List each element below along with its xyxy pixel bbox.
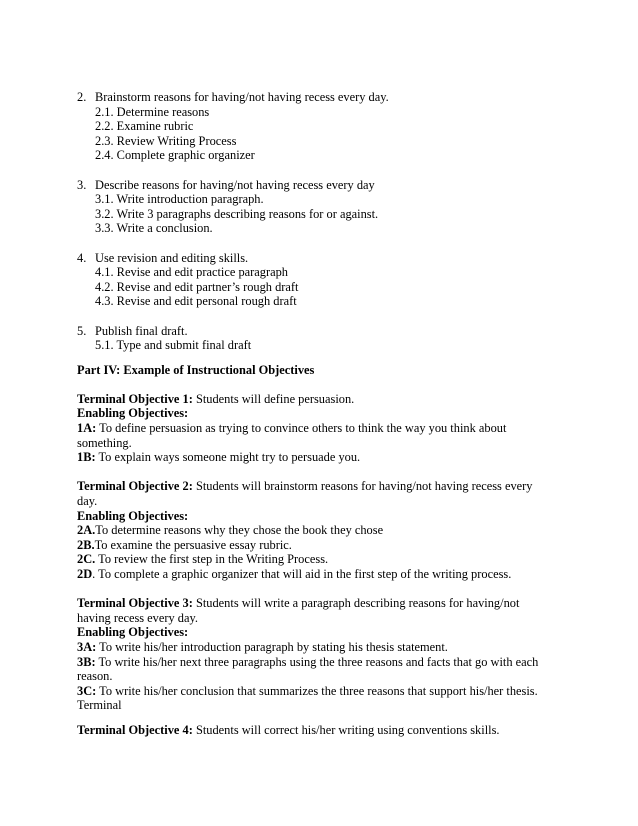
outline-subitem: 3.2. Write 3 paragraphs describing reasons for or against.	[95, 206, 379, 221]
outline-subitem: 4.2. Revise and edit partner’s rough draft	[95, 279, 299, 294]
enabling-objective-3c: 3C: To write his/her conclusion that summarizes the three reasons that support his/her thesis.	[77, 683, 538, 698]
enabling-objectives-heading: Enabling Objectives:	[77, 625, 189, 640]
enabling-objective-3c-cont: Terminal	[77, 698, 122, 713]
terminal-objective-2: Terminal Objective 2: Students will brainstorm reasons for having/not having recess every	[77, 479, 533, 494]
outline-subitem: 3.3. Write a conclusion.	[95, 221, 213, 236]
section-heading: Part IV: Example of Instructional Objectives	[77, 362, 315, 377]
outline-subitem: 2.1. Determine reasons	[95, 104, 210, 119]
outline-subitem: 3.1. Write introduction paragraph.	[95, 192, 264, 207]
outline-subitem: 4.3. Revise and edit personal rough draft	[95, 294, 297, 309]
outline-item-5: 5. Publish final draft.	[77, 323, 188, 338]
outline-item-3: 3. Describe reasons for having/not having recess every day	[77, 177, 375, 192]
enabling-objective-3a: 3A: To write his/her introduction paragraph by stating his thesis statement.	[77, 640, 448, 654]
enabling-objective-2c: 2C. To review the first step in the Writing Process.	[77, 552, 329, 567]
terminal-objective-3-cont: having recess every day.	[77, 610, 198, 625]
outline-subitem: 2.2. Examine rubric	[95, 119, 194, 134]
outline-subitem: 2.4. Complete graphic organizer	[95, 148, 255, 163]
enabling-objective-2a: 2A.To determine reasons why they chose the book they chose	[77, 523, 384, 538]
enabling-objective-3b-cont: reason.	[77, 669, 113, 684]
outline-subitem: 4.1. Revise and edit practice paragraph	[95, 265, 289, 280]
terminal-objective-4: Terminal Objective 4: Students will correct his/her writing using conventions skills.	[77, 723, 500, 737]
outline-subitem: 2.3. Review Writing Process	[95, 133, 237, 148]
terminal-objective-2-cont: day.	[77, 494, 98, 508]
enabling-objective-1a-cont: something.	[77, 435, 132, 450]
enabling-objective-1a: 1A: To define persuasion as trying to convince others to think the way you think about	[77, 421, 507, 435]
enabling-objective-3b: 3B: To write his/her next three paragraphs using the three reasons and facts that go with each	[77, 654, 539, 669]
enabling-objective-1b: 1B: To explain ways someone might try to persuade you.	[77, 450, 361, 465]
outline-subitem: 5.1. Type and submit final draft	[95, 338, 252, 353]
outline-item-4: 4. Use revision and editing skills.	[77, 250, 249, 265]
enabling-objective-2b: 2B.To examine the persuasive essay rubric.	[77, 537, 292, 552]
terminal-objective-1: Terminal Objective 1: Students will define persuasion.	[77, 391, 355, 406]
enabling-objectives-heading: Enabling Objectives:	[77, 406, 189, 421]
enabling-objectives-heading: Enabling Objectives:	[77, 508, 189, 523]
enabling-objective-2d: 2D. To complete a graphic organizer that will aid in the first step of the writing process.	[77, 567, 512, 581]
outline-item-2: 2. Brainstorm reasons for having/not having recess every day.	[77, 90, 389, 104]
terminal-objective-3: Terminal Objective 3: Students will write a paragraph describing reasons for having/not	[77, 596, 520, 611]
